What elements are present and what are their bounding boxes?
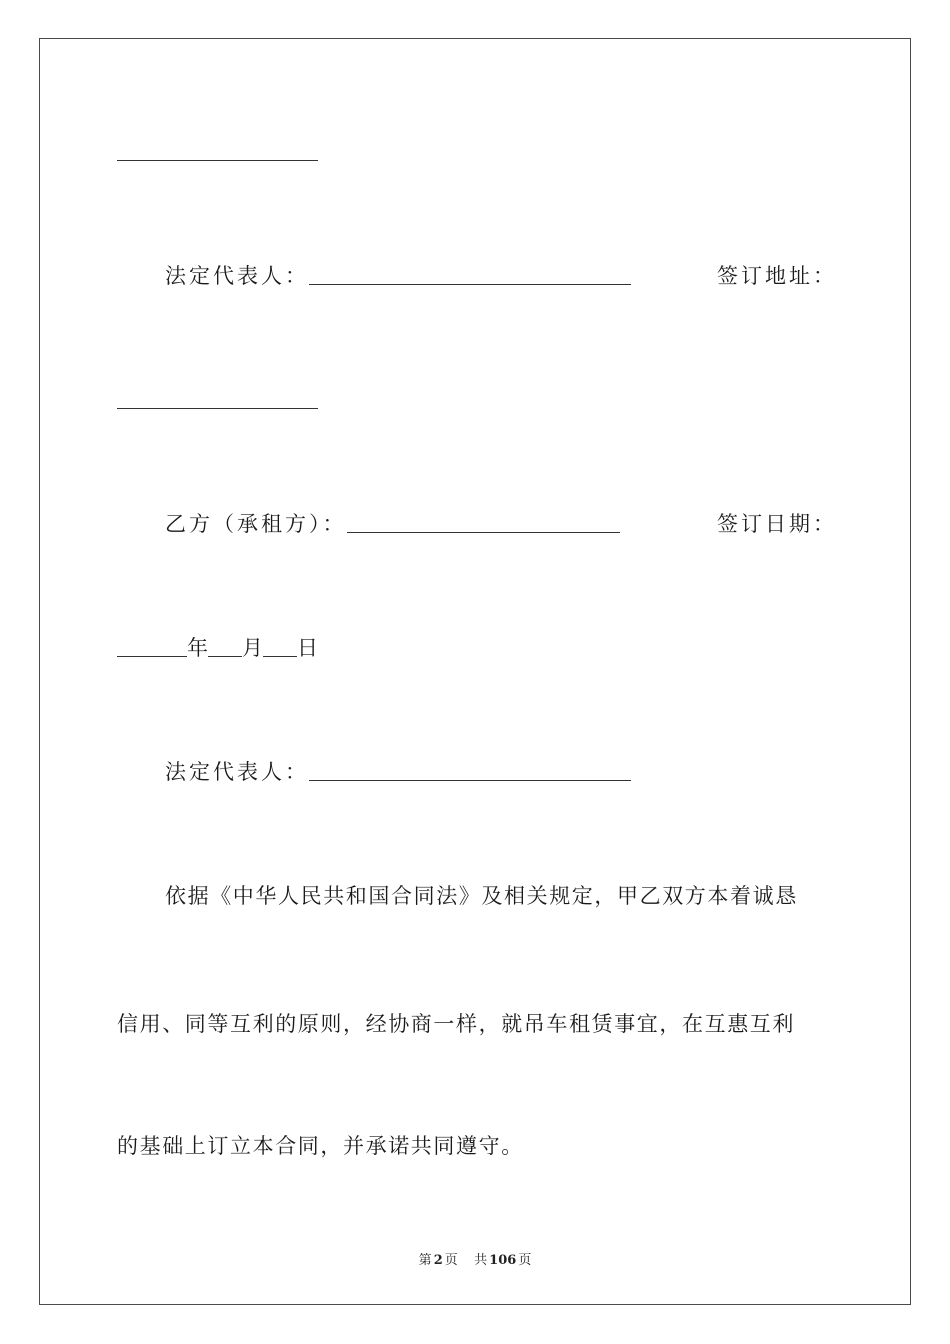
- page-footer: [0, 1249, 950, 1268]
- lessee-rep-label: 法定代表人：: [165, 760, 309, 784]
- sign-date-label: 签订日期：: [717, 512, 837, 536]
- year-label: 年: [187, 636, 208, 660]
- day-label: 日: [297, 636, 318, 660]
- paragraph-line-3: 的基础上订立本合同，并承诺共同遵守。: [117, 1134, 524, 1158]
- month-field[interactable]: [208, 655, 242, 657]
- lessor-rep-field[interactable]: [309, 283, 631, 285]
- total-pages: 106: [489, 1253, 517, 1268]
- lessor-rep-row: [165, 262, 631, 290]
- sign-address-label: 签订地址：: [717, 264, 837, 288]
- lessee-rep-row: [165, 758, 631, 786]
- lessee-rep-field[interactable]: [309, 779, 631, 781]
- sign-address-field[interactable]: [117, 407, 318, 409]
- top-blank-row: [117, 138, 318, 166]
- page-frame: [39, 38, 911, 1305]
- total-suffix: 页: [518, 1253, 532, 1268]
- month-label: 月: [242, 636, 263, 660]
- lessee-label: 乙方（承租方）：: [165, 512, 347, 536]
- total-prefix: 共: [474, 1253, 488, 1268]
- lessee-field[interactable]: [347, 531, 620, 533]
- blank-field[interactable]: [117, 159, 318, 161]
- page-number: 2: [433, 1253, 443, 1268]
- year-field[interactable]: [117, 655, 187, 657]
- page-prefix: 第: [418, 1253, 432, 1268]
- sign-address-row: [117, 386, 318, 414]
- day-field[interactable]: [263, 655, 297, 657]
- lessor-rep-label: 法定代表人：: [165, 264, 309, 288]
- date-row: [117, 634, 318, 662]
- paragraph-line-2: 信用、同等互利的原则，经协商一样，就吊车租赁事宜，在互惠互利: [117, 1012, 795, 1036]
- page-suffix: 页: [444, 1253, 458, 1268]
- lessee-row: [165, 510, 620, 538]
- paragraph-line-1: 依据《中华人民共和国合同法》及相关规定，甲乙双方本着诚恳: [165, 884, 798, 908]
